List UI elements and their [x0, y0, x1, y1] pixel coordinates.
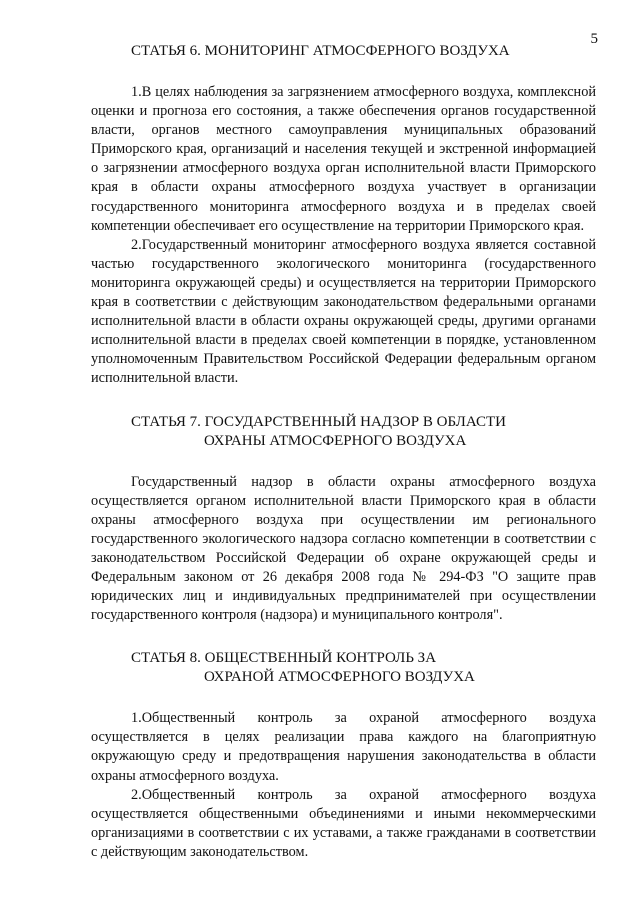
- article-6-paragraph-2: 2.Государственный мониторинг атмосферного воздуха является составной частью государственного экологического мониторинга (государственного мониторинга окружающей среды) и осуществляется на территории Приморского края в соответствии с действующим законодательством федеральными органами исполнительной власти в области охраны окружающей среды, другими органами исполнительной власти в пределах своей компетенции в порядке, установленном уполномоченным Правительством Российской Федерации федеральным органом исполнительной власти.: [91, 236, 596, 387]
- article-8-paragraph-1: 1.Общественный контроль за охраной атмосферного воздуха осуществляется в целях реализации права каждого на благоприятную окружающую среду и предотвращения нарушения законодательства в области охраны атмосферного воздуха.: [91, 710, 596, 784]
- article-6-heading: [91, 42, 596, 61]
- article-7-paragraph-1: Государственный надзор в области охраны атмосферного воздуха осуществляется органом исполнительной власти Приморского края в области охраны атмосферного воздуха при осуществлении им регионального государственного экологического надзора согласно компетенции в соответствии с законодательством Российской Федерации об охране окружающей среды и Федеральным законом от 26 декабря 2008 года № 294-ФЗ "О защите прав юридических лиц и индивидуальных предпринимателей при осуществлении государственного контроля (надзора) и муниципального контроля".: [91, 473, 596, 624]
- page-number: 5: [590, 31, 598, 47]
- article-7-heading-line-2: ОХРАНЫ АТМОСФЕРНОГО ВОЗДУХА: [204, 432, 467, 449]
- article-7-heading: [91, 413, 596, 451]
- document-body: [91, 42, 596, 862]
- article-8-paragraph-2: 2.Общественный контроль за охраной атмосферного воздуха осуществляется общественными объединениями и иными некоммерческими организациями в соответствии с их уставами, а также гражданами в соответствии с действующим законодательством.: [91, 786, 596, 860]
- article-7-heading-line-1: СТАТЬЯ 7. ГОСУДАРСТВЕННЫЙ НАДЗОР В ОБЛАСТИ: [131, 413, 506, 430]
- article-6-heading-text: СТАТЬЯ 6. МОНИТОРИНГ АТМОСФЕРНОГО ВОЗДУХА: [131, 43, 510, 59]
- article-8-heading: [91, 649, 596, 687]
- article-8-heading-line-1: СТАТЬЯ 8. ОБЩЕСТВЕННЫЙ КОНТРОЛЬ ЗА: [131, 650, 437, 667]
- article-6-paragraph-1: 1.В целях наблюдения за загрязнением атмосферного воздуха, комплексной оценки и прогноза его состояния, а также обеспечения органов государственной власти, органов местного самоуправления муниципальных образований Приморского края, организаций и населения текущей и экстренной информацией о загрязнении атмосферного воздуха орган исполнительной власти Приморского края в области охраны атмосферного воздуха участвует в организации государственного мониторинга атмосферного воздуха и в пределах своей компетенции обеспечивает его осуществление на территории Приморского края.: [91, 84, 596, 234]
- article-8-heading-line-2: ОХРАНОЙ АТМОСФЕРНОГО ВОЗДУХА: [204, 669, 475, 686]
